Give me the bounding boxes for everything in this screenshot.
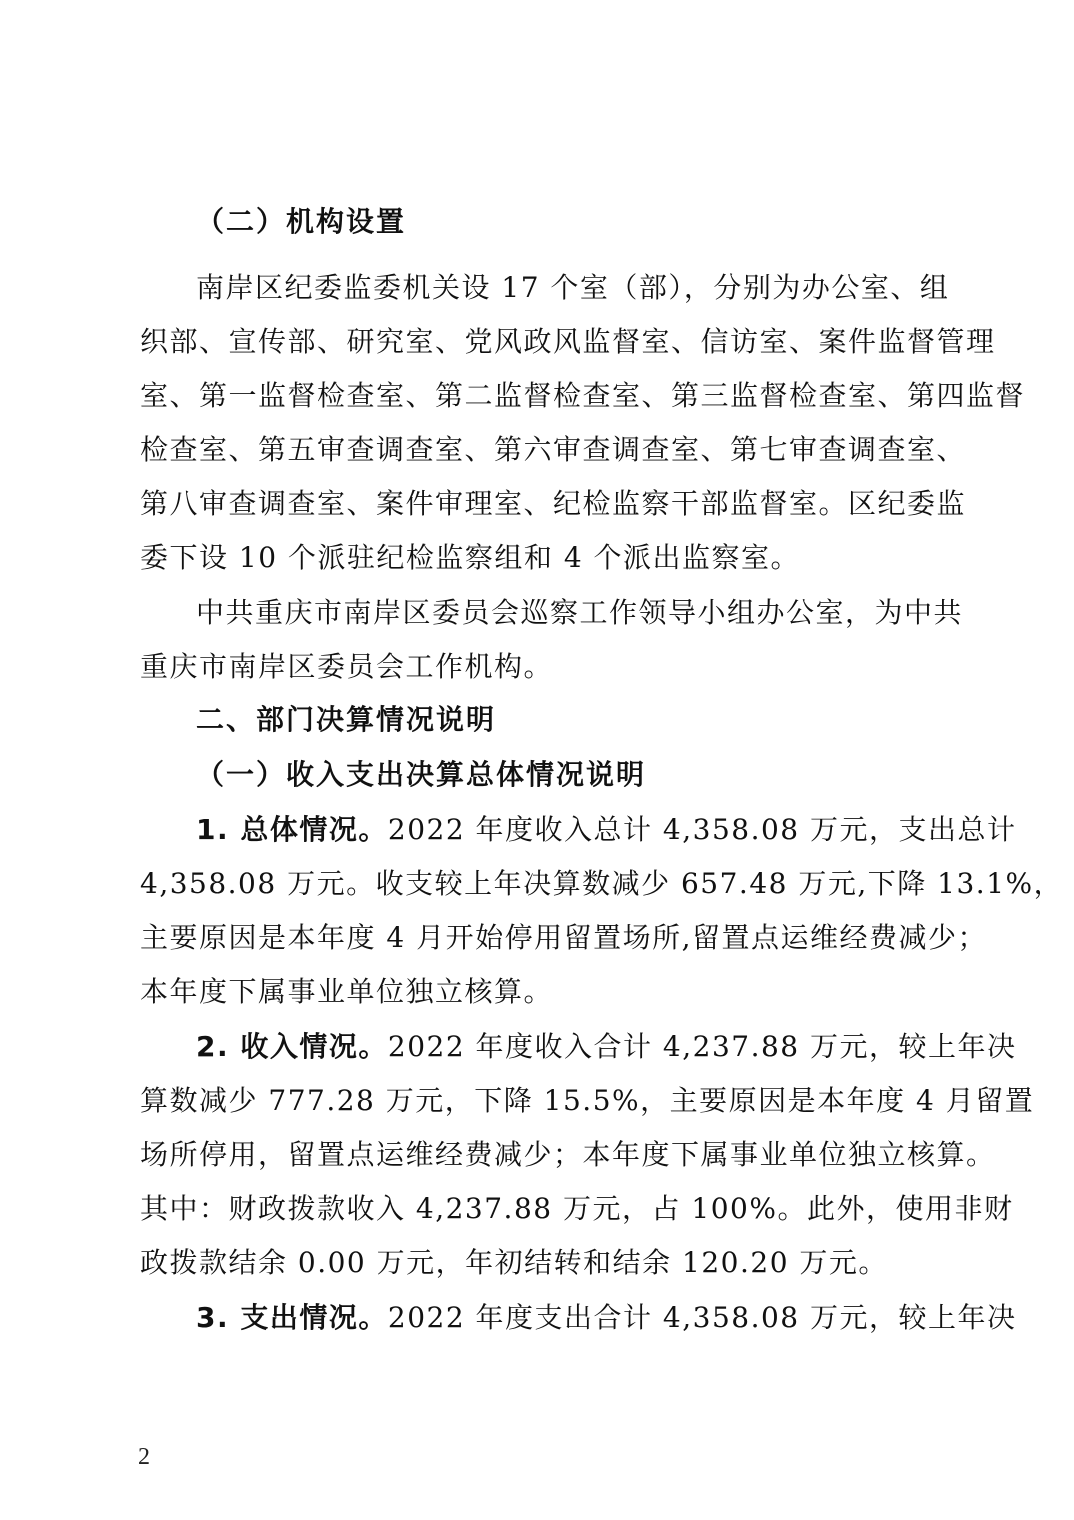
paragraph-line: 南岸区纪委监委机关设 17 个室（部），分别为办公室、组 [196, 271, 950, 304]
item-label: 3. 支出情况。 [196, 1301, 388, 1334]
paragraph-line: 委下设 10 个派驻纪检监察组和 4 个派出监察室。 [140, 541, 801, 574]
paragraph-line: 算数减少 777.28 万元，下降 15.5%，主要原因是本年度 4 月留置 [140, 1084, 1035, 1117]
item-label: 1. 总体情况。 [196, 813, 388, 846]
page-number: 2 [138, 1444, 150, 1470]
section-heading-final-accounts: 二、部门决算情况说明 [196, 703, 497, 736]
section-heading-org-setup: （二）机构设置 [196, 205, 407, 238]
paragraph-line: 重庆市南岸区委员会工作机构。 [140, 650, 554, 683]
item-text: 2022 年度支出合计 4,358.08 万元，较上年决 [387, 1301, 1017, 1334]
paragraph-line: 政拨款结余 0.00 万元，年初结转和结余 120.20 万元。 [140, 1246, 888, 1279]
paragraph-line: 室、第一监督检查室、第二监督检查室、第三监督检查室、第四监督 [140, 379, 1026, 412]
paragraph-line: 织部、宣传部、研究室、党风政风监督室、信访室、案件监督管理 [140, 325, 996, 358]
paragraph-line: 本年度下属事业单位独立核算。 [140, 975, 554, 1008]
paragraph-line: 第八审查调查室、案件审理室、纪检监察干部监督室。区纪委监 [140, 487, 967, 520]
paragraph-line [196, 810, 1017, 850]
section-heading-income-expense: （一）收入支出决算总体情况说明 [196, 758, 647, 791]
paragraph-line [196, 1298, 1017, 1338]
paragraph-line: 主要原因是本年度 4 月开始停用留置场所,留置点运维经费减少； [140, 921, 988, 954]
item-text: 2022 年度收入合计 4,237.88 万元，较上年决 [387, 1030, 1017, 1063]
paragraph-line: 其中：财政拨款收入 4,237.88 万元，占 100%。此外，使用非财 [140, 1192, 1014, 1225]
paragraph-line [196, 1027, 1017, 1067]
paragraph-line: 检查室、第五审查调查室、第六审查调查室、第七审查调查室、 [140, 433, 967, 466]
item-text: 2022 年度收入总计 4,358.08 万元，支出总计 [387, 813, 1017, 846]
paragraph-line: 4,358.08 万元。收支较上年决算数减少 657.48 万元,下降 13.1%， [140, 867, 1064, 900]
item-label: 2. 收入情况。 [196, 1030, 388, 1063]
paragraph-line: 场所停用，留置点运维经费减少；本年度下属事业单位独立核算。 [140, 1138, 996, 1171]
paragraph-line: 中共重庆市南岸区委员会巡察工作领导小组办公室，为中共 [196, 596, 964, 629]
